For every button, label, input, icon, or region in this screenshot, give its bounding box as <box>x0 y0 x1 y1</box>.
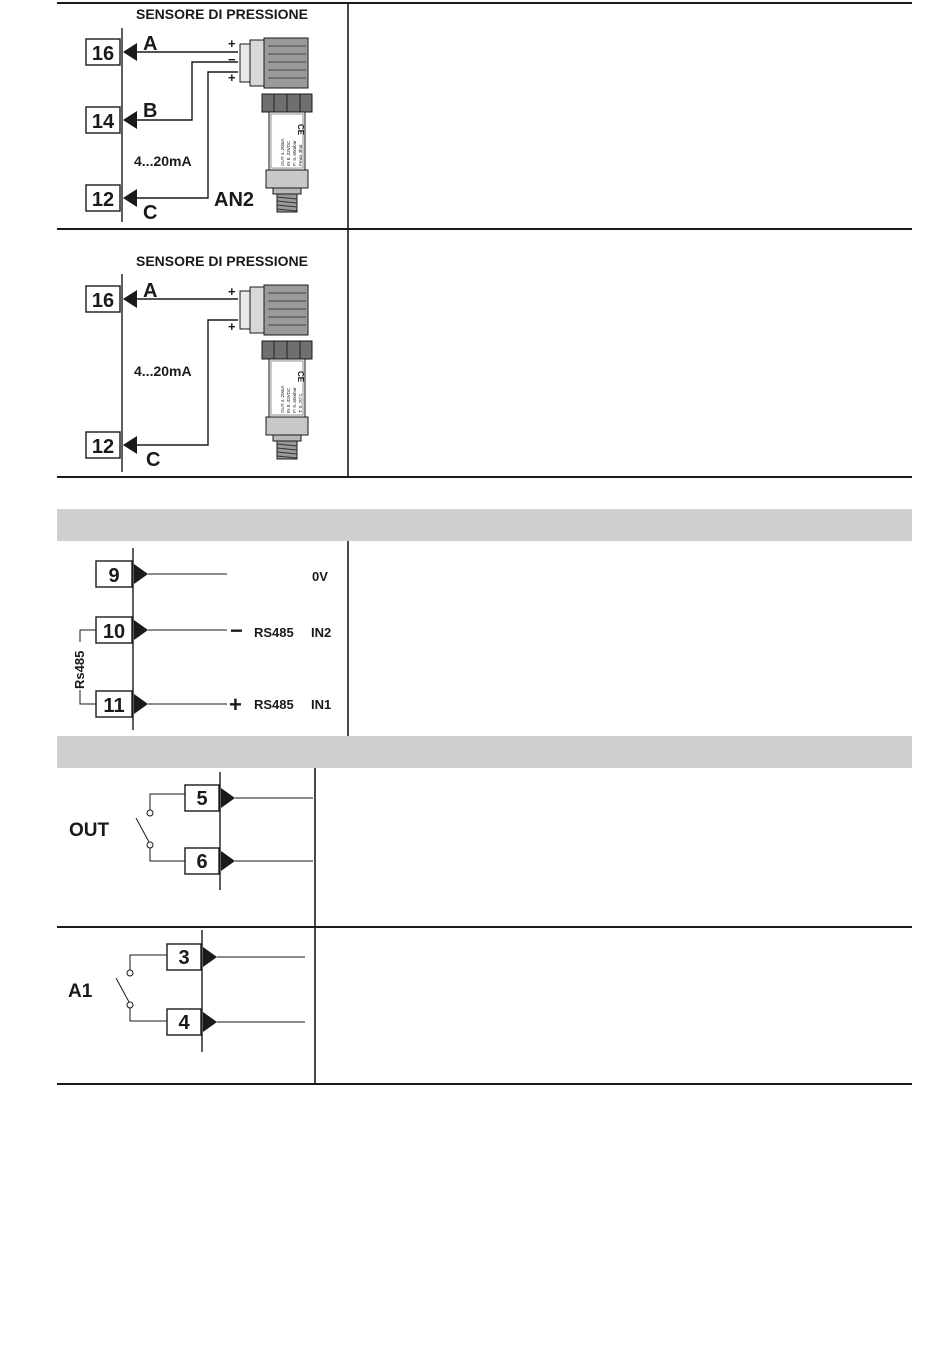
out-contact-bottom-icon <box>147 842 153 848</box>
a1-relay-label: A1 <box>68 981 93 1002</box>
sensor-spec-3: P: 0..60mbar <box>292 140 297 166</box>
terminal-3-arrow <box>203 947 217 967</box>
sensor-spec-4: Pmax 3bar <box>298 144 303 166</box>
out-contact-top-icon <box>147 810 153 816</box>
terminal-11-arrow <box>134 694 148 714</box>
ce-mark: CE <box>296 124 305 136</box>
a1-contact-wire-bottom <box>130 1008 167 1021</box>
sensor-spec-7: P: 0..60mbar <box>292 387 297 413</box>
terminal-14-arrow <box>123 111 137 129</box>
polarity-plus-4: + <box>228 319 236 334</box>
out-contact-wire-top <box>150 794 185 810</box>
terminal-14-label: 14 <box>91 111 115 133</box>
terminal-12-arrow <box>123 189 137 207</box>
terminal-6-arrow <box>221 851 235 871</box>
terminal-16-arrow-2 <box>123 290 137 308</box>
terminal-9-label: 9 <box>108 565 120 587</box>
ce-mark-2: CE <box>296 371 305 383</box>
sensor-spec-6: IN 8..33VDC <box>286 387 291 413</box>
out-contact-wire-bottom <box>150 848 185 861</box>
sensor-spec-8: T: 0..70°C <box>298 393 303 413</box>
terminal-4-arrow <box>203 1012 217 1032</box>
sensor-spec-1: OUT 4..20mA <box>280 138 285 166</box>
label-rs485-in2: RS485 <box>254 625 294 640</box>
input-label-an2: AN2 <box>214 189 255 211</box>
sign-minus: − <box>230 618 243 643</box>
terminal-5-arrow <box>221 788 235 808</box>
terminal-16-arrow <box>123 43 137 61</box>
range-label-2: 4...20mA <box>134 363 192 379</box>
out-relay-label: OUT <box>69 820 110 841</box>
label-in2: IN2 <box>311 625 332 640</box>
label-in1: IN1 <box>311 697 332 712</box>
terminal-4-label: 4 <box>178 1012 190 1034</box>
pressure-sensor-icon <box>240 38 312 212</box>
sensor-spec-2: IN 8..33VDC <box>286 140 291 166</box>
wire-c-2 <box>137 320 238 445</box>
terminal-10-arrow <box>134 620 148 640</box>
polarity-plus-3: + <box>228 284 236 299</box>
sensor-title-2: SENSORE DI PRESSIONE <box>136 253 308 269</box>
section-band-relays <box>57 736 912 768</box>
a1-switch-icon <box>116 978 129 1002</box>
polarity-plus-1: + <box>228 36 236 51</box>
terminal-12-arrow-2 <box>123 436 137 454</box>
range-label-1: 4...20mA <box>134 153 192 169</box>
wire-a-label: A <box>143 33 158 55</box>
terminal-16-label: 16 <box>91 43 115 65</box>
terminal-5-label: 5 <box>196 788 208 810</box>
terminal-12-label-2: 12 <box>91 436 115 458</box>
wire-b-label: B <box>143 100 158 122</box>
label-0v: 0V <box>312 569 328 584</box>
pressure-sensor-icon-2 <box>240 285 312 459</box>
label-rs485-in1: RS485 <box>254 697 294 712</box>
sensor-spec-5: OUT 4..20mA <box>280 385 285 413</box>
sign-plus: + <box>229 692 242 717</box>
terminal-9-arrow <box>134 564 148 584</box>
terminal-3-label: 3 <box>178 947 190 969</box>
polarity-plus-2: + <box>228 70 236 85</box>
terminal-16-label-2: 16 <box>91 290 115 312</box>
section-band-rs485 <box>57 509 912 541</box>
wire-a-label-2: A <box>143 280 158 302</box>
polarity-minus-1: − <box>228 52 236 67</box>
sensor-title-1: SENSORE DI PRESSIONE <box>136 6 308 22</box>
a1-contact-bottom-icon <box>127 1002 133 1008</box>
terminal-11-label: 11 <box>103 695 125 717</box>
terminal-10-label: 10 <box>102 621 126 643</box>
a1-contact-wire-top <box>130 955 167 970</box>
wire-c-label-2: C <box>146 449 161 471</box>
wire-c-label: C <box>143 202 158 224</box>
rs485-bracket-label: Rs485 <box>72 650 87 689</box>
a1-contact-top-icon <box>127 970 133 976</box>
out-switch-icon <box>136 818 149 842</box>
terminal-6-label: 6 <box>196 851 208 873</box>
terminal-12-label: 12 <box>91 189 115 211</box>
wire-c <box>137 72 238 198</box>
